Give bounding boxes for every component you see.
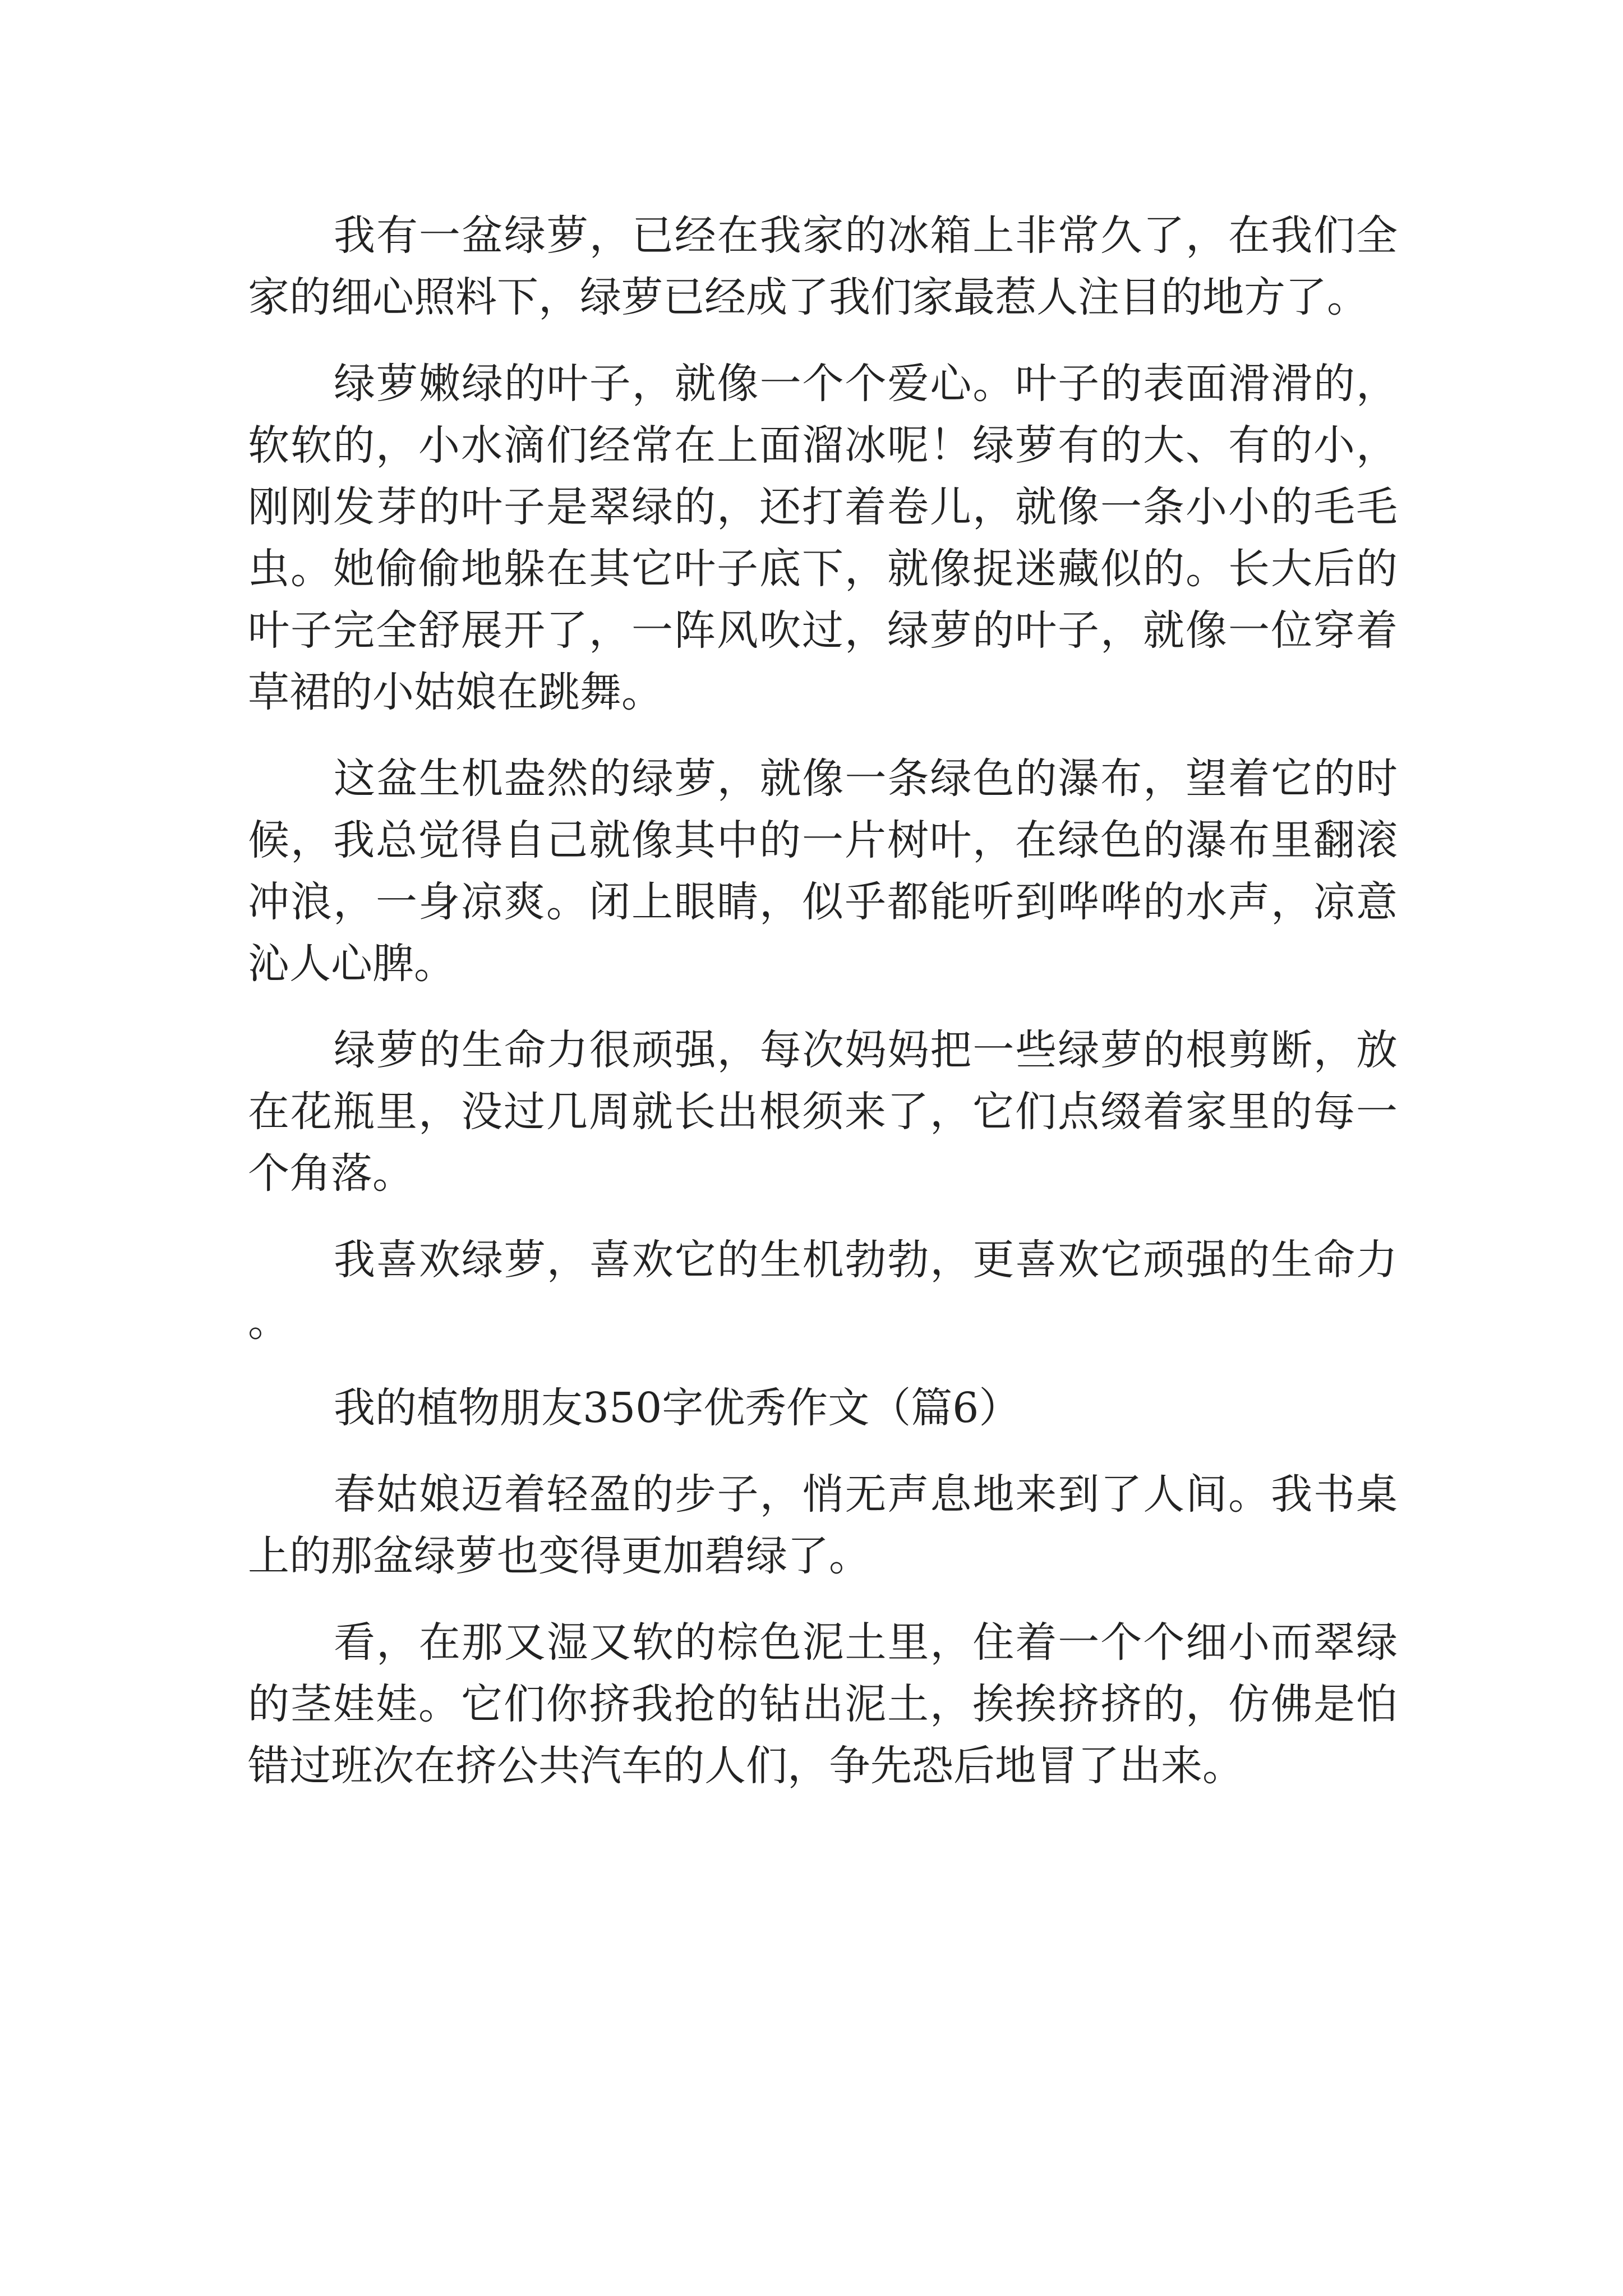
paragraph-4: 绿萝的生命力很顽强，每次妈妈把一些绿萝的根剪断，放在花瓶里，没过几周就长出根须来了，它们点缀着家里的每一个角落。 [248,1026,1398,1198]
section-title: 我的植物朋友350字优秀作文（篇6） [334,1384,1021,1432]
document-body [248,205,1398,1821]
paragraph-6: 春姑娘迈着轻盈的步子，悄无声息地来到了人间。我书桌上的那盆绿萝也变得更加碧绿了。 [248,1470,1398,1580]
paragraph-1: 我有一盆绿萝，已经在我家的冰箱上非常久了，在我们全家的细心照料下，绿萝已经成了我们家最惹人注目的地方了。 [248,211,1398,321]
paragraph-7: 看，在那又湿又软的棕色泥土里，住着一个个细小而翠绿的茎娃娃。它们你挤我抢的钻出泥土，挨挨挤挤的，仿佛是怕错过班次在挤公共汽车的人们，争先恐后地冒了出来。 [248,1618,1398,1790]
paragraph-3: 这盆生机盎然的绿萝，就像一条绿色的瀑布，望着它的时候，我总觉得自己就像其中的一片树叶，在绿色的瀑布里翻滚冲浪，一身凉爽。闭上眼睛，似乎都能听到哗哗的水声，凉意沁人心脾。 [248,754,1398,988]
paragraph-5: 我喜欢绿萝，喜欢它的生机勃勃，更喜欢它顽强的生命力。 [248,1236,1398,1346]
paragraph-2: 绿萝嫩绿的叶子，就像一个个爱心。叶子的表面滑滑的，软软的，小水滴们经常在上面溜冰呢！绿萝有的大、有的小，刚刚发芽的叶子是翠绿的，还打着卷儿，就像一条小小的毛毛虫。她偷偷地躲在其它叶子底下，就像捉迷藏似的。长大后的叶子完全舒展开了，一阵风吹过，绿萝的叶子，就像一位穿着草裙的小姑娘在跳舞。 [248,360,1398,716]
